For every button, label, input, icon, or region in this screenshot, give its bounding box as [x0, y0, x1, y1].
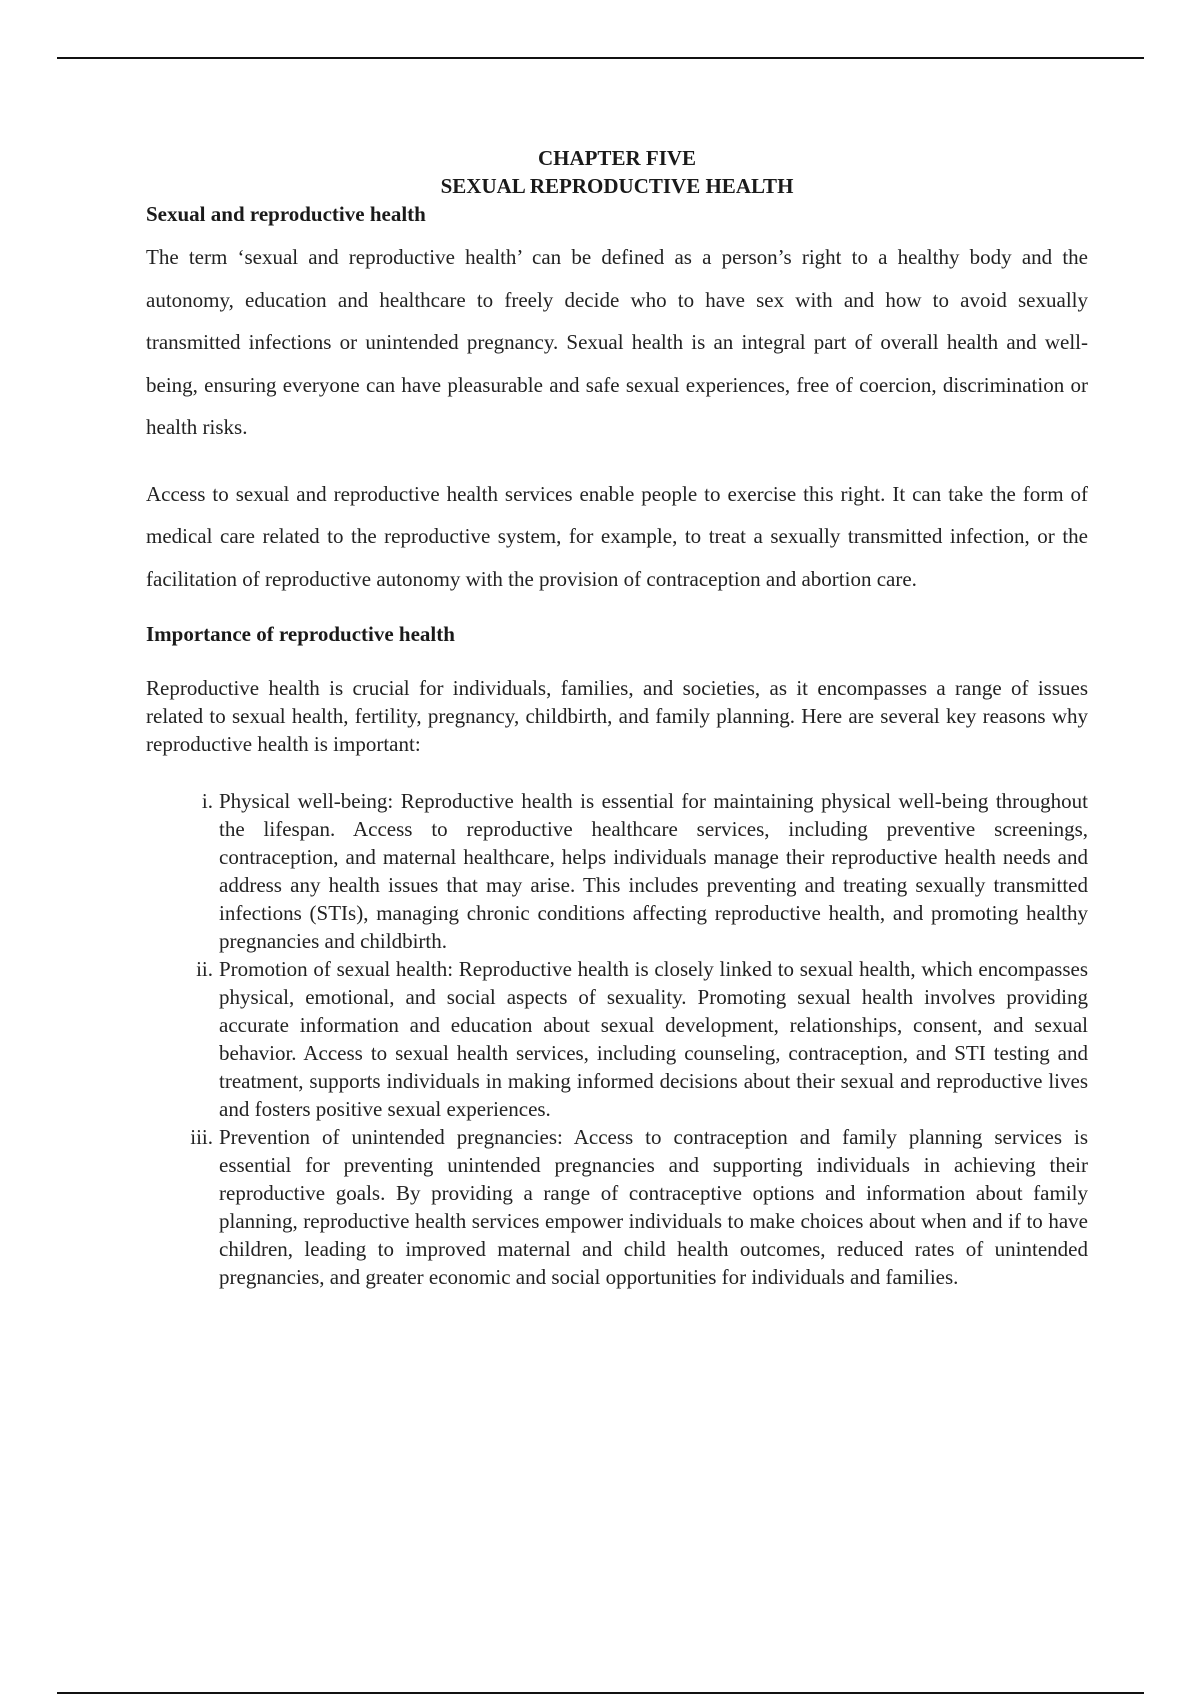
- chapter-subtitle: SEXUAL REPRODUCTIVE HEALTH: [440, 174, 794, 198]
- list-item-text: Promotion of sexual health: Reproductive health is closely linked to sexual health, which encompasses physical, emotional, and social aspects of sexuality. Promoting sexual health involves providing accurate information and education about sexual development, relationships, consent, and sexual behavior. Access to sexual health services, including counseling, contraception, and STI testing and treatment, supports individuals in making informed decisions about their sexual and reproductive lives and fosters positive sexual experiences.: [219, 957, 1088, 1121]
- list-marker: i.: [201, 789, 213, 813]
- list-item: [146, 787, 1088, 955]
- list-marker: ii.: [196, 957, 213, 981]
- page-body: [146, 144, 1088, 1291]
- list-item: [146, 1123, 1088, 1291]
- header-rule: [57, 57, 1144, 59]
- paragraph-access: Access to sexual and reproductive health services enable people to exercise this right. It can take the form of medical care related to the reproductive system, for example, to treat a sexually transmitted infection, or the facilitation of reproductive autonomy with the provision of contraception and abortion care.: [146, 481, 1088, 591]
- section-heading-importance: Importance of reproductive health: [146, 622, 455, 646]
- importance-list: [146, 787, 1088, 1291]
- list-marker: iii.: [190, 1125, 213, 1149]
- list-item-text: Prevention of unintended pregnancies: Access to contraception and family planning services is essential for preventing unintended pregnancies and supporting individuals in achieving their reproductive goals. By providing a range of contraceptive options and information about family planning, reproductive health services empower individuals to make choices about when and if to have children, leading to improved maternal and child health outcomes, reduced rates of unintended pregnancies, and greater economic and social opportunities for individuals and families.: [219, 1125, 1088, 1289]
- list-item: [146, 955, 1088, 1123]
- footer-rule: [57, 1692, 1144, 1694]
- paragraph-importance-intro: Reproductive health is crucial for individuals, families, and societies, as it encompasses a range of issues related to sexual health, fertility, pregnancy, childbirth, and family planning. Here are several key reasons why reproductive health is important:: [146, 676, 1088, 756]
- list-item-text: Physical well-being: Reproductive health is essential for maintaining physical well-being throughout the lifespan. Access to reproductive healthcare services, including preventive screenings, contraception, and maternal healthcare, helps individuals manage their reproductive health needs and address any health issues that may arise. This includes preventing and treating sexually transmitted infections (STIs), managing chronic conditions affecting reproductive health, and promoting healthy pregnancies and childbirth.: [219, 789, 1088, 953]
- paragraph-definition: The term ‘sexual and reproductive health’ can be defined as a person’s right to a healthy body and the autonomy, education and healthcare to freely decide who to have sex with and how to avoid sexually transmitted infections or unintended pregnancy. Sexual health is an integral part of overall health and well-being, ensuring everyone can have pleasurable and safe sexual experiences, free of coercion, discrimination or health risks.: [146, 245, 1088, 439]
- chapter-title: CHAPTER FIVE: [537, 146, 697, 170]
- section-heading-sexual-reproductive-health: Sexual and reproductive health: [146, 202, 426, 226]
